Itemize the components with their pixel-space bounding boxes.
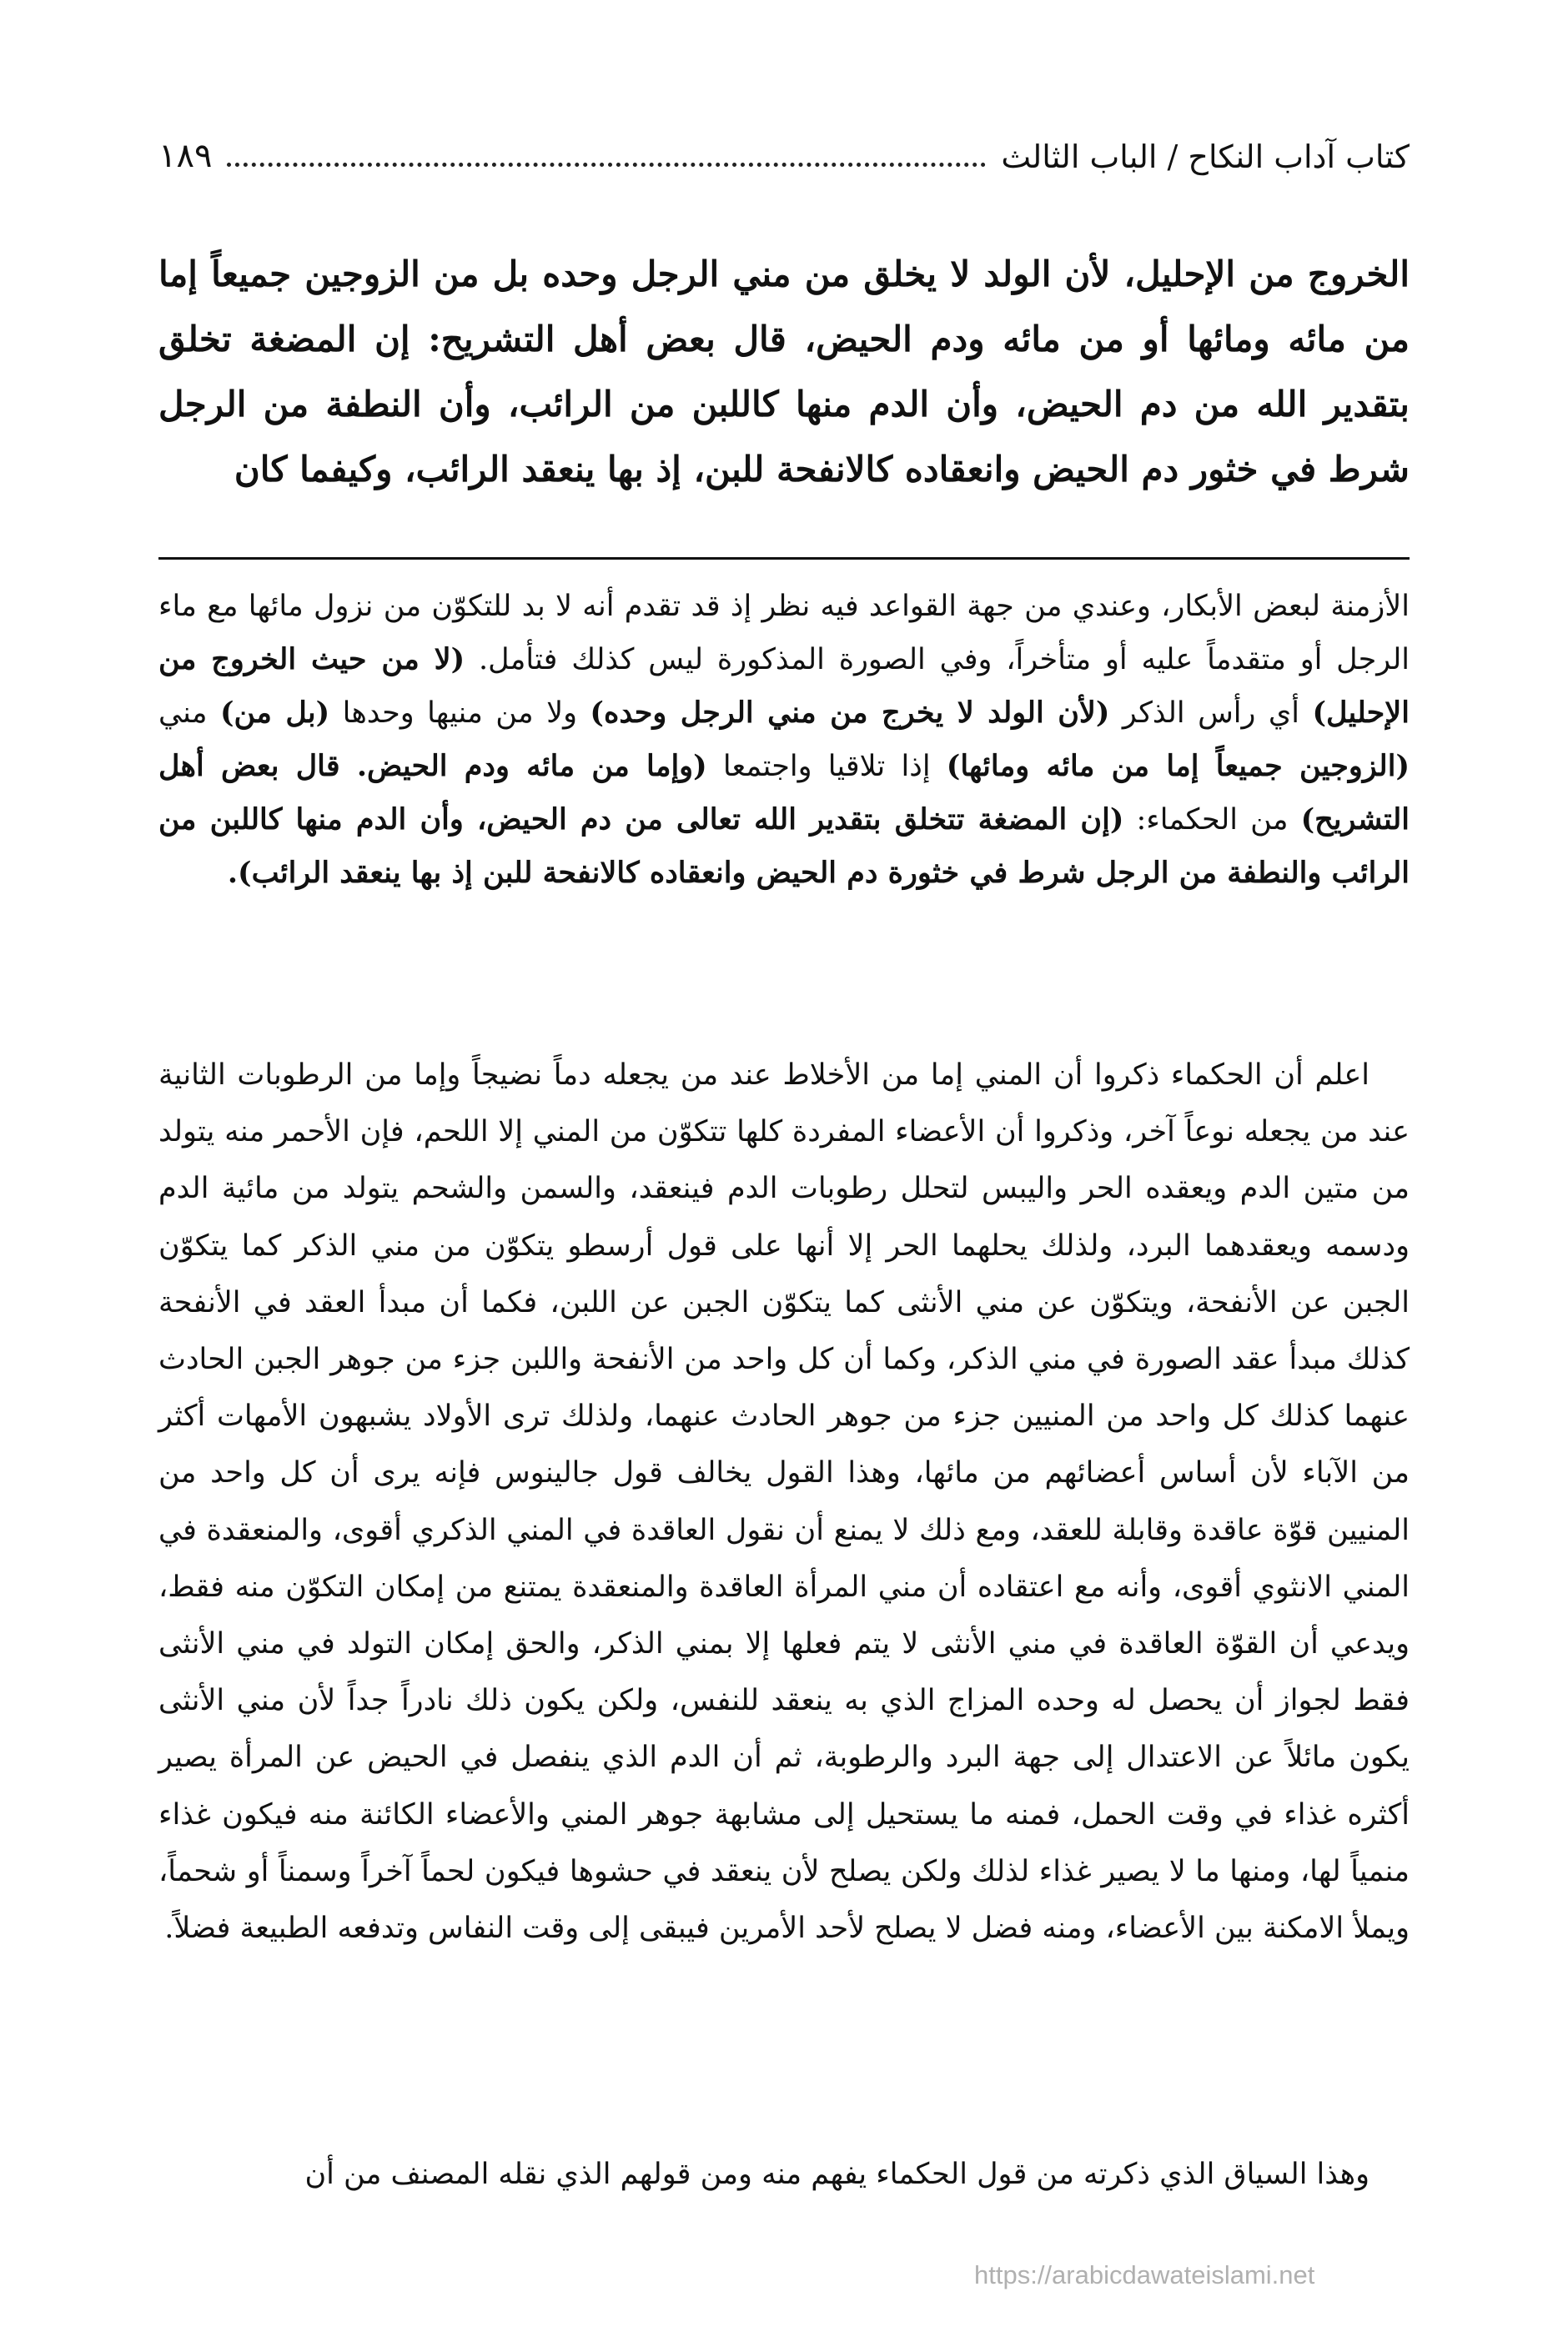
final-paragraph: وهذا السياق الذي ذكرته من قول الحكماء يفهم منه ومن قولهم الذي نقله المصنف من أن: [304, 2158, 1369, 2191]
explanation-paragraph: اعلم أن الحكماء ذكروا أن المني إما من الأخلاط عند من يجعله دماً نضيجاً وإما من الرطوبات الثانية عند من يجعله نوعاً آخر، وذكروا أن الأعضاء المفردة كلها تتكوّن من المني إلا اللحم، فإن الأحمر منه يتولد من متين الدم ويعقده الحر واليبس لتحلل رطوبات الدم فينعقد، والسمن والشحم يتولد من مائية الدم ودسمه ويعقدهما البرد، ولذلك يحلهما الحر إلا أنها على قول أرسطو يتكوّن من مني الذكر كما يتكوّن الجبن عن الأنفحة، ويتكوّن عن مني الأنثى كما يتكوّن الجبن عن اللبن، فكما أن مبدأ العقد في الأنفحة كذلك مبدأ عقد الصورة في مني الذكر، وكما أن كل واحد من الأنفحة واللبن جزء من جوهر الجبن الحادث عنهما كذلك كل واحد من المنيين جزء من جوهر الحادث عنهما، ولذلك ترى الأولاد يشبهون الأمهات أكثر من الآباء لأن أساس أعضائهم من مائها، وهذا القول يخالف قول جالينوس فإنه يرى أن كل واحد من المنيين قوّة عاقدة وقابلة للعقد، ومع ذلك لا يمنع أن نقول العاقدة في المني الذكري أقوى، والمنعقدة في المني الانثوي أقوى، وأنه مع اعتقاده أن مني المرأة العاقدة والمنعقدة يمتنع من إمكان التكوّن منه فقط، ويدعي أن القوّة العاقدة في مني الأنثى لا يتم فعلها إلا بمني الذكر، والحق إمكان التولد في مني الأنثى فقط لجواز أن يحصل له وحده المزاج الذي به ينعقد للنفس، ولكن يكون ذلك نادراً جداً لأن مني الأنثى يكون مائلاً عن الاعتدال إلى جهة البرد والرطوبة، ثم أن الدم الذي ينفصل في الحيض عن المرأة يصير أكثره غذاء في وقت الحمل، فمنه ما يستحيل إلى مشابهة جوهر المني والأعضاء الكائنة منه فيكون غذاء منمياً لها، ومنها ما لا يصير غذاء لذلك ولكن يصلح لأن ينعقد في حشوها فيكون لحماً آخراً وسمناً أو شحماً، ويملأ الامكنة بين الأعضاء، ومنه فضل لا يصلح لأحد الأمرين فيبقى إلى وقت النفاس وتدفعه الطبيعة فضلاً.: [158, 1058, 1410, 1946]
commentary-text: الأزمنة لبعض الأبكار، وعندي من جهة القواعد فيه نظر إذ قد تقدم أنه لا بد للتكوّن من نزول مائها مع ماء الرجل أو متقدماً عليه أو متأخراً، وفي الصورة المذكورة ليس كذلك فتأمل.: [158, 590, 1410, 676]
quoted-main-text: (لا من حيث الخروج من الإحليل): [158, 642, 1410, 730]
main-text-paragraph: الخروج من الإحليل، لأن الولد لا يخلق من مني الرجل وحده بل من الزوجين جميعاً إما من مائه ومائها أو من مائه ودم الحيض، قال بعض أهل التشريح: إن المضغة تخلق بتقدير الله من دم الحيض، وأن الدم منها كاللبن من الرائب، وأن النطفة من الرجل شرط في خثور دم الحيض وانعقاده كالانفحة للبن، إذ بها ينعقد الرائب، وكيفما كان: [158, 254, 1410, 490]
commentary-block: [158, 580, 1410, 900]
page-header-title: كتاب آداب النكاح / الباب الثالث: [1001, 138, 1410, 175]
quoted-main-text: (وإما من مائه ودم الحيض. قال بعض أهل التشريح): [158, 749, 1410, 837]
quoted-main-text: (إن المضغة تتخلق بتقدير الله تعالى من دم الحيض، وأن الدم منها كاللبن من الرائب والنطفة من الرجل شرط في خثورة دم الحيض وانعقاده كالانفحة للبن إذ بها ينعقد الرائب): [158, 802, 1410, 890]
explanation-block: [158, 1047, 1410, 1957]
quoted-main-text: (لأن الولد لا يخرج من مني الرجل وحده): [590, 696, 1110, 730]
main-text-block: [158, 242, 1410, 502]
commentary-text: ولا من منيها وحدها: [329, 696, 591, 730]
header-dot-leader: [227, 163, 986, 167]
footnote-separator-line: [158, 557, 1410, 560]
commentary-text: إذا تلاقيا واجتمعا: [706, 750, 947, 783]
quoted-main-text: (بل من): [219, 696, 330, 730]
commentary-paragraph: [158, 580, 1410, 900]
commentary-text: من الحكماء:: [1123, 803, 1301, 837]
quoted-main-text: (الزوجين جميعاً إما من مائه ومائها): [946, 749, 1410, 783]
commentary-text: أي رأس الذكر: [1109, 696, 1313, 730]
page-header: [158, 125, 1410, 175]
commentary-text: .: [227, 856, 239, 890]
page-number: ١٨٩: [158, 137, 213, 175]
commentary-text: مني: [158, 696, 220, 730]
watermark-url: https://arabicdawateislami.net: [974, 2260, 1315, 2289]
